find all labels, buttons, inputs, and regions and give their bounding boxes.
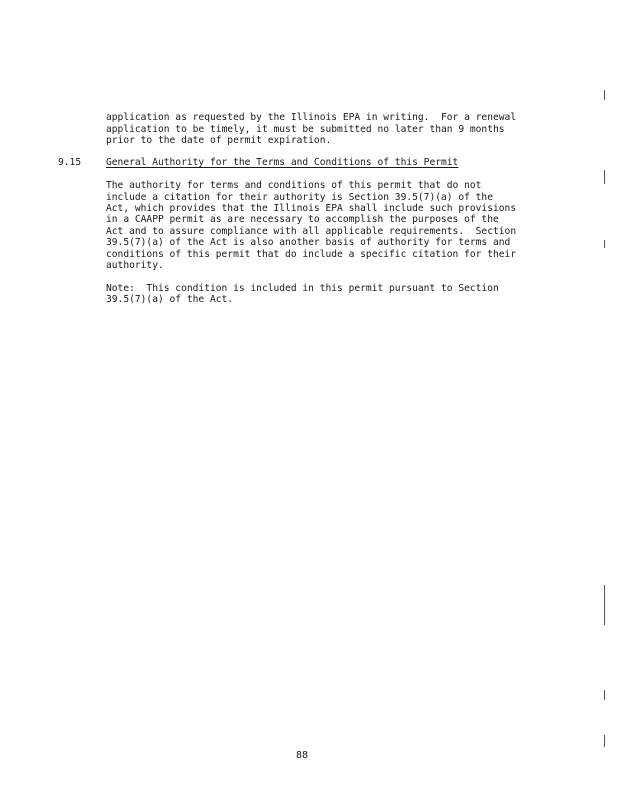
note-line-2: 39.5(7)(a) of the Act. (106, 294, 234, 305)
scan-edge-mark (604, 90, 605, 100)
scan-edge-mark (604, 735, 605, 747)
section-body-line-1: The authority for terms and conditions of this permit that do not (106, 180, 482, 191)
scan-edge-mark (604, 585, 605, 625)
section-body-line-2: include a citation for their authority is Section 39.5(7)(a) of the (106, 192, 493, 203)
section-title: General Authority for the Terms and Conditions of this Permit (106, 157, 459, 168)
scan-edge-mark (604, 240, 605, 248)
page-number: 88 (296, 750, 309, 761)
scan-edge-mark (604, 690, 605, 700)
continued-paragraph-line-2: application to be timely, it must be submitted no later than 9 months (106, 124, 505, 135)
continued-paragraph-line-3: prior to the date of permit expiration. (106, 135, 332, 146)
section-body-line-6: 39.5(7)(a) of the Act is also another basis of authority for terms and (106, 237, 511, 248)
section-number: 9.15 (58, 157, 82, 168)
section-body-line-5: Act and to assure compliance with all applicable requirements. Section (106, 226, 517, 237)
section-body-line-8: authority. (106, 260, 164, 271)
scan-edge-mark (604, 170, 605, 184)
section-body-line-4: in a CAAPP permit as are necessary to accomplish the purposes of the (106, 214, 499, 225)
section-body-line-7: conditions of this permit that do include a specific citation for their (106, 249, 517, 260)
section-body-line-3: Act, which provides that the Illinois EPA shall include such provisions (106, 203, 517, 214)
note-line-1: Note: This condition is included in this permit pursuant to Section (106, 283, 499, 294)
continued-paragraph-line-1: application as requested by the Illinois EPA in writing. For a renewal (106, 112, 517, 123)
